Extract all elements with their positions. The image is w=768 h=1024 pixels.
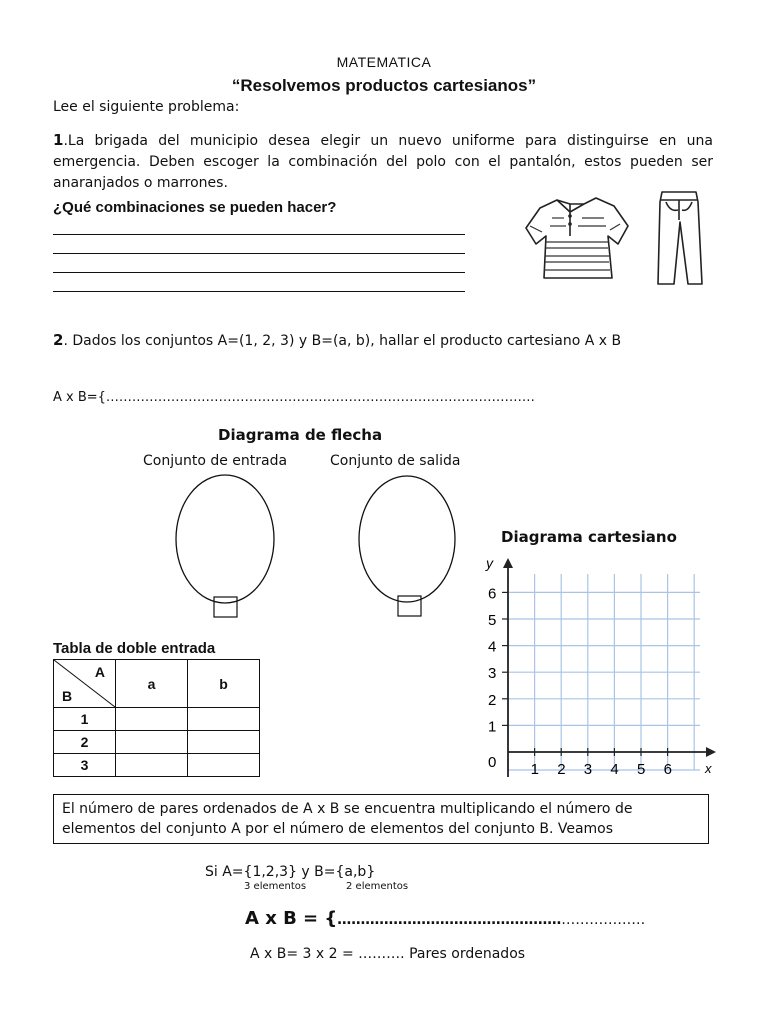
y-tick-label: 4 [488, 638, 497, 656]
output-set-box [398, 596, 421, 616]
axb-label: A x B = { [245, 908, 338, 929]
y-axis-label: y [486, 555, 493, 571]
column-header-a: a [116, 660, 188, 708]
arrow-diagram-title: Diagrama de flecha [218, 426, 383, 444]
axb-dots-light: ……………… [561, 912, 646, 928]
double-entry-table-title: Tabla de doble entrada [53, 640, 216, 657]
row-header-1: 1 [54, 708, 116, 731]
problem-1-number: 1 [53, 131, 64, 149]
table-cell-1a[interactable] [116, 708, 188, 731]
x-axis-label: x [705, 761, 712, 776]
table-cell-3b[interactable] [188, 754, 260, 777]
instruction-text: Lee el siguiente problema: [53, 99, 240, 115]
problem-2-statement: . Dados los conjuntos A=(1, 2, 3) y B=(a, b), hallar el producto cartesiano A x B [63, 333, 622, 349]
table-corner-cell [54, 660, 116, 708]
x-tick-label: 6 [663, 761, 672, 778]
table-cell-3a[interactable] [116, 754, 188, 777]
tshirt-icon [522, 192, 632, 284]
count-a-label: 3 elementos [244, 881, 307, 892]
double-entry-table [53, 659, 260, 777]
row-header-2: 2 [54, 731, 116, 754]
output-set-label: Conjunto de salida [330, 453, 461, 469]
x-tick-label: 5 [637, 761, 646, 778]
cartesian-grid[interactable] [478, 552, 728, 780]
answer-line-4[interactable] [53, 291, 465, 292]
page-title: “Resolvemos productos cartesianos” [231, 76, 537, 95]
axb-result-line[interactable] [245, 908, 645, 929]
answer-line-1[interactable] [53, 234, 465, 235]
origin-label: 0 [488, 754, 497, 771]
table-row [54, 708, 260, 731]
y-tick-label: 2 [488, 691, 497, 709]
pants-icon [652, 188, 704, 288]
table-row [54, 731, 260, 754]
combinations-question: ¿Qué combinaciones se pueden hacer? [53, 199, 337, 216]
input-set-oval[interactable] [170, 470, 280, 620]
table-cell-2b[interactable] [188, 731, 260, 754]
table-row [54, 754, 260, 777]
corner-label-a: A [94, 664, 105, 680]
subject-heading: MATEMATICA [336, 54, 432, 70]
axb-answer-prompt[interactable]: A x B={……………………………………………………………………………………… [53, 390, 535, 405]
axb-dots: ………………………………………… [337, 912, 562, 928]
answer-line-3[interactable] [53, 272, 465, 273]
problem-1-text [53, 130, 713, 194]
product-count-line[interactable]: A x B= 3 x 2 = ………. Pares ordenados [250, 946, 526, 962]
y-tick-label: 6 [488, 585, 497, 603]
count-b-label: 2 elementos [346, 881, 409, 892]
x-tick-label: 3 [583, 761, 593, 778]
x-tick-label: 2 [557, 761, 566, 778]
input-set-label: Conjunto de entrada [143, 453, 288, 469]
row-header-3: 3 [54, 754, 116, 777]
table-cell-2a[interactable] [116, 731, 188, 754]
x-axis-arrow [706, 747, 716, 757]
corner-label-b: B [62, 688, 73, 704]
y-tick-label: 1 [488, 718, 497, 736]
x-tick-label: 1 [530, 761, 539, 778]
x-tick-label: 4 [610, 761, 619, 778]
y-tick-label: 3 [488, 665, 497, 683]
problem-2-number: 2 [53, 331, 64, 349]
table-cell-1b[interactable] [188, 708, 260, 731]
problem-2-text [53, 331, 621, 349]
info-note-box: El número de pares ordenados de A x B se encuentra multiplicando el número de elementos del conjunto A por el número de elementos del conjunto B. Veamos [53, 794, 709, 844]
y-tick-label: 5 [488, 612, 497, 629]
cartesian-diagram-title: Diagrama cartesiano [501, 528, 677, 546]
sets-example-line: Si A={1,2,3} y B={a,b} [205, 864, 376, 880]
problem-1-statement: .La brigada del municipio desea elegir un nuevo uniforme para distinguirse en una emergencia. Deben escoger la combinación del polo con el pantalón, estos pueden ser anaranjados o marrones. [53, 133, 713, 191]
input-set-box [214, 597, 237, 617]
output-set-oval[interactable] [352, 470, 462, 620]
answer-line-2[interactable] [53, 253, 465, 254]
column-header-b: b [188, 660, 260, 708]
table-header-row [54, 660, 260, 708]
y-axis-arrow [503, 558, 513, 568]
